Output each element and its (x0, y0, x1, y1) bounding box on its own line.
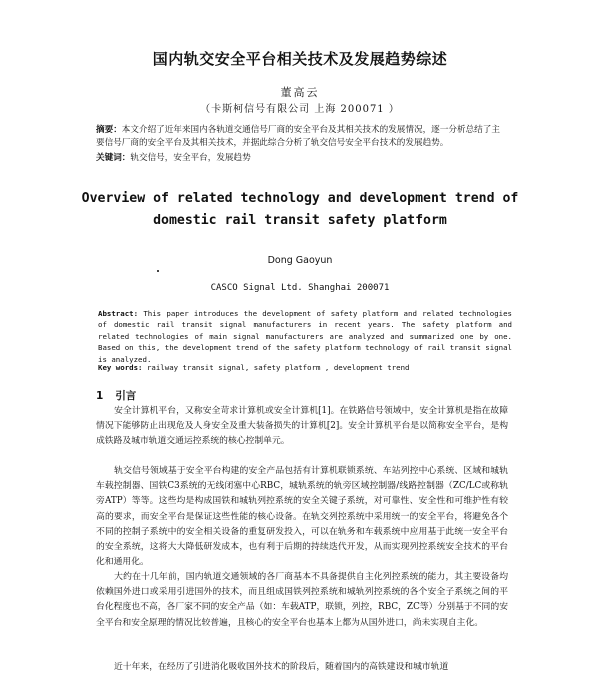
english-author: Dong Gaoyun (267, 255, 333, 266)
chinese-affiliation: （卡斯柯信号有限公司 上海 200071 ） (200, 104, 400, 115)
section-number: 1 (96, 390, 104, 402)
section-title: 引言 (115, 390, 137, 402)
english-title-line2: domestic rail transit safety platform (153, 213, 447, 228)
paragraph-2-text: 轨交信号领域基于安全平台构建的安全产品包括有计算机联锁系统、车站列控中心系统、区域和城轨车载控制器、国铁C3系统的无线闭塞中心RBC，城轨系统的轨旁区域控制器/线路控制器（ZC/LC或称轨旁ATP）等等。这些均是构成国铁和城轨列控系统的安全关键子系统，对可靠性、安全性和可维护性有较高的要求，而安全平台是保证这些性能的核心设备。在轨交列控系统中采用统一的安全平台，将避免各个不同的控制子系统中的安全相关设备的重复研发投入，可以在轨务和车载系统中应用基于此统一安全平台的安全系统，这将大大降低研发成本，也有利于后期的持续迭代开发，从而实现列控系统安全技术的平台化和通用化。 (96, 466, 508, 568)
paragraph-3-text: 大约在十几年前，国内轨道交通领域的各厂商基本不具备提供自主化列控系统的能力，其主要设备均依赖国外进口或采用引进国外的技术，而且组成国铁列控系统和城轨列控系统的各个安全子系统之间的平台化程度也不高，各厂家不同的安全产品（如：车载ATP，联锁，列控，RBC，ZC等）分别基于不同的安全平台和安全原理的情况比较普遍，且核心的安全平台也基本上都为从国外进口，尚未实现自主化。 (96, 572, 508, 628)
chinese-keywords-label: 关键词： (96, 153, 131, 163)
english-abstract (98, 308, 512, 365)
english-abstract-label: Abstract: (98, 309, 139, 318)
chinese-keywords-text: 轨交信号，安全平台，发展趋势 (130, 153, 251, 163)
english-keywords-label: Key words: (98, 363, 143, 372)
body-paragraph-2 (96, 464, 508, 570)
body-paragraph-1 (96, 404, 508, 450)
english-title-line1: Overview of related technology and development trend of (81, 191, 519, 206)
english-title (0, 188, 600, 232)
english-keywords-text: railway transit signal, safety platform , development trend (142, 363, 410, 372)
body-paragraph-3 (96, 570, 508, 631)
paragraph-4-text: 近十年来，在经历了引进消化吸收国外技术的阶段后，随着国内的高铁建设和城市轨道 (114, 662, 449, 672)
chinese-abstract-label: 摘要： (96, 125, 122, 135)
chinese-title: 国内轨交安全平台相关技术及发展趋势综述 (152, 50, 448, 68)
chinese-abstract (96, 124, 508, 150)
section-heading (96, 388, 136, 403)
paragraph-1-text: 安全计算机平台，又称安全苛求计算机或安全计算机[1]。在铁路信号领域中，安全计算机是指在故障情况下能够防止出现危及人身安全及重大装备损失的计算机[2]。安全计算机平台是以简称安全平台，是构成铁路及城市轨道交通运控系统的核心控制单元。 (96, 406, 508, 447)
stray-dot (157, 270, 159, 272)
chinese-author: 董高云 (280, 86, 320, 99)
english-keywords (98, 362, 512, 373)
body-paragraph-4 (96, 660, 508, 675)
chinese-keywords (96, 152, 508, 165)
english-abstract-text: This paper introduces the development of safety platform and related technologies of domestic rail transit signal manufacturers in recent years. The safety platform and related technologies of main signal manufacturers are analyzed and summarized one by one. Based on this, the development trend of the safety platform technology of rail transit signal is analyzed. (98, 309, 512, 364)
english-affiliation: CASCO Signal Ltd. Shanghai 200071 (210, 283, 390, 293)
chinese-abstract-text: 本文介绍了近年来国内各轨道交通信号厂商的安全平台及其相关技术的发展情况，逐一分析总结了主要信号厂商的安全平台及其相关技术，并据此综合分析了轨交信号安全平台技术的发展趋势。 (96, 125, 500, 148)
